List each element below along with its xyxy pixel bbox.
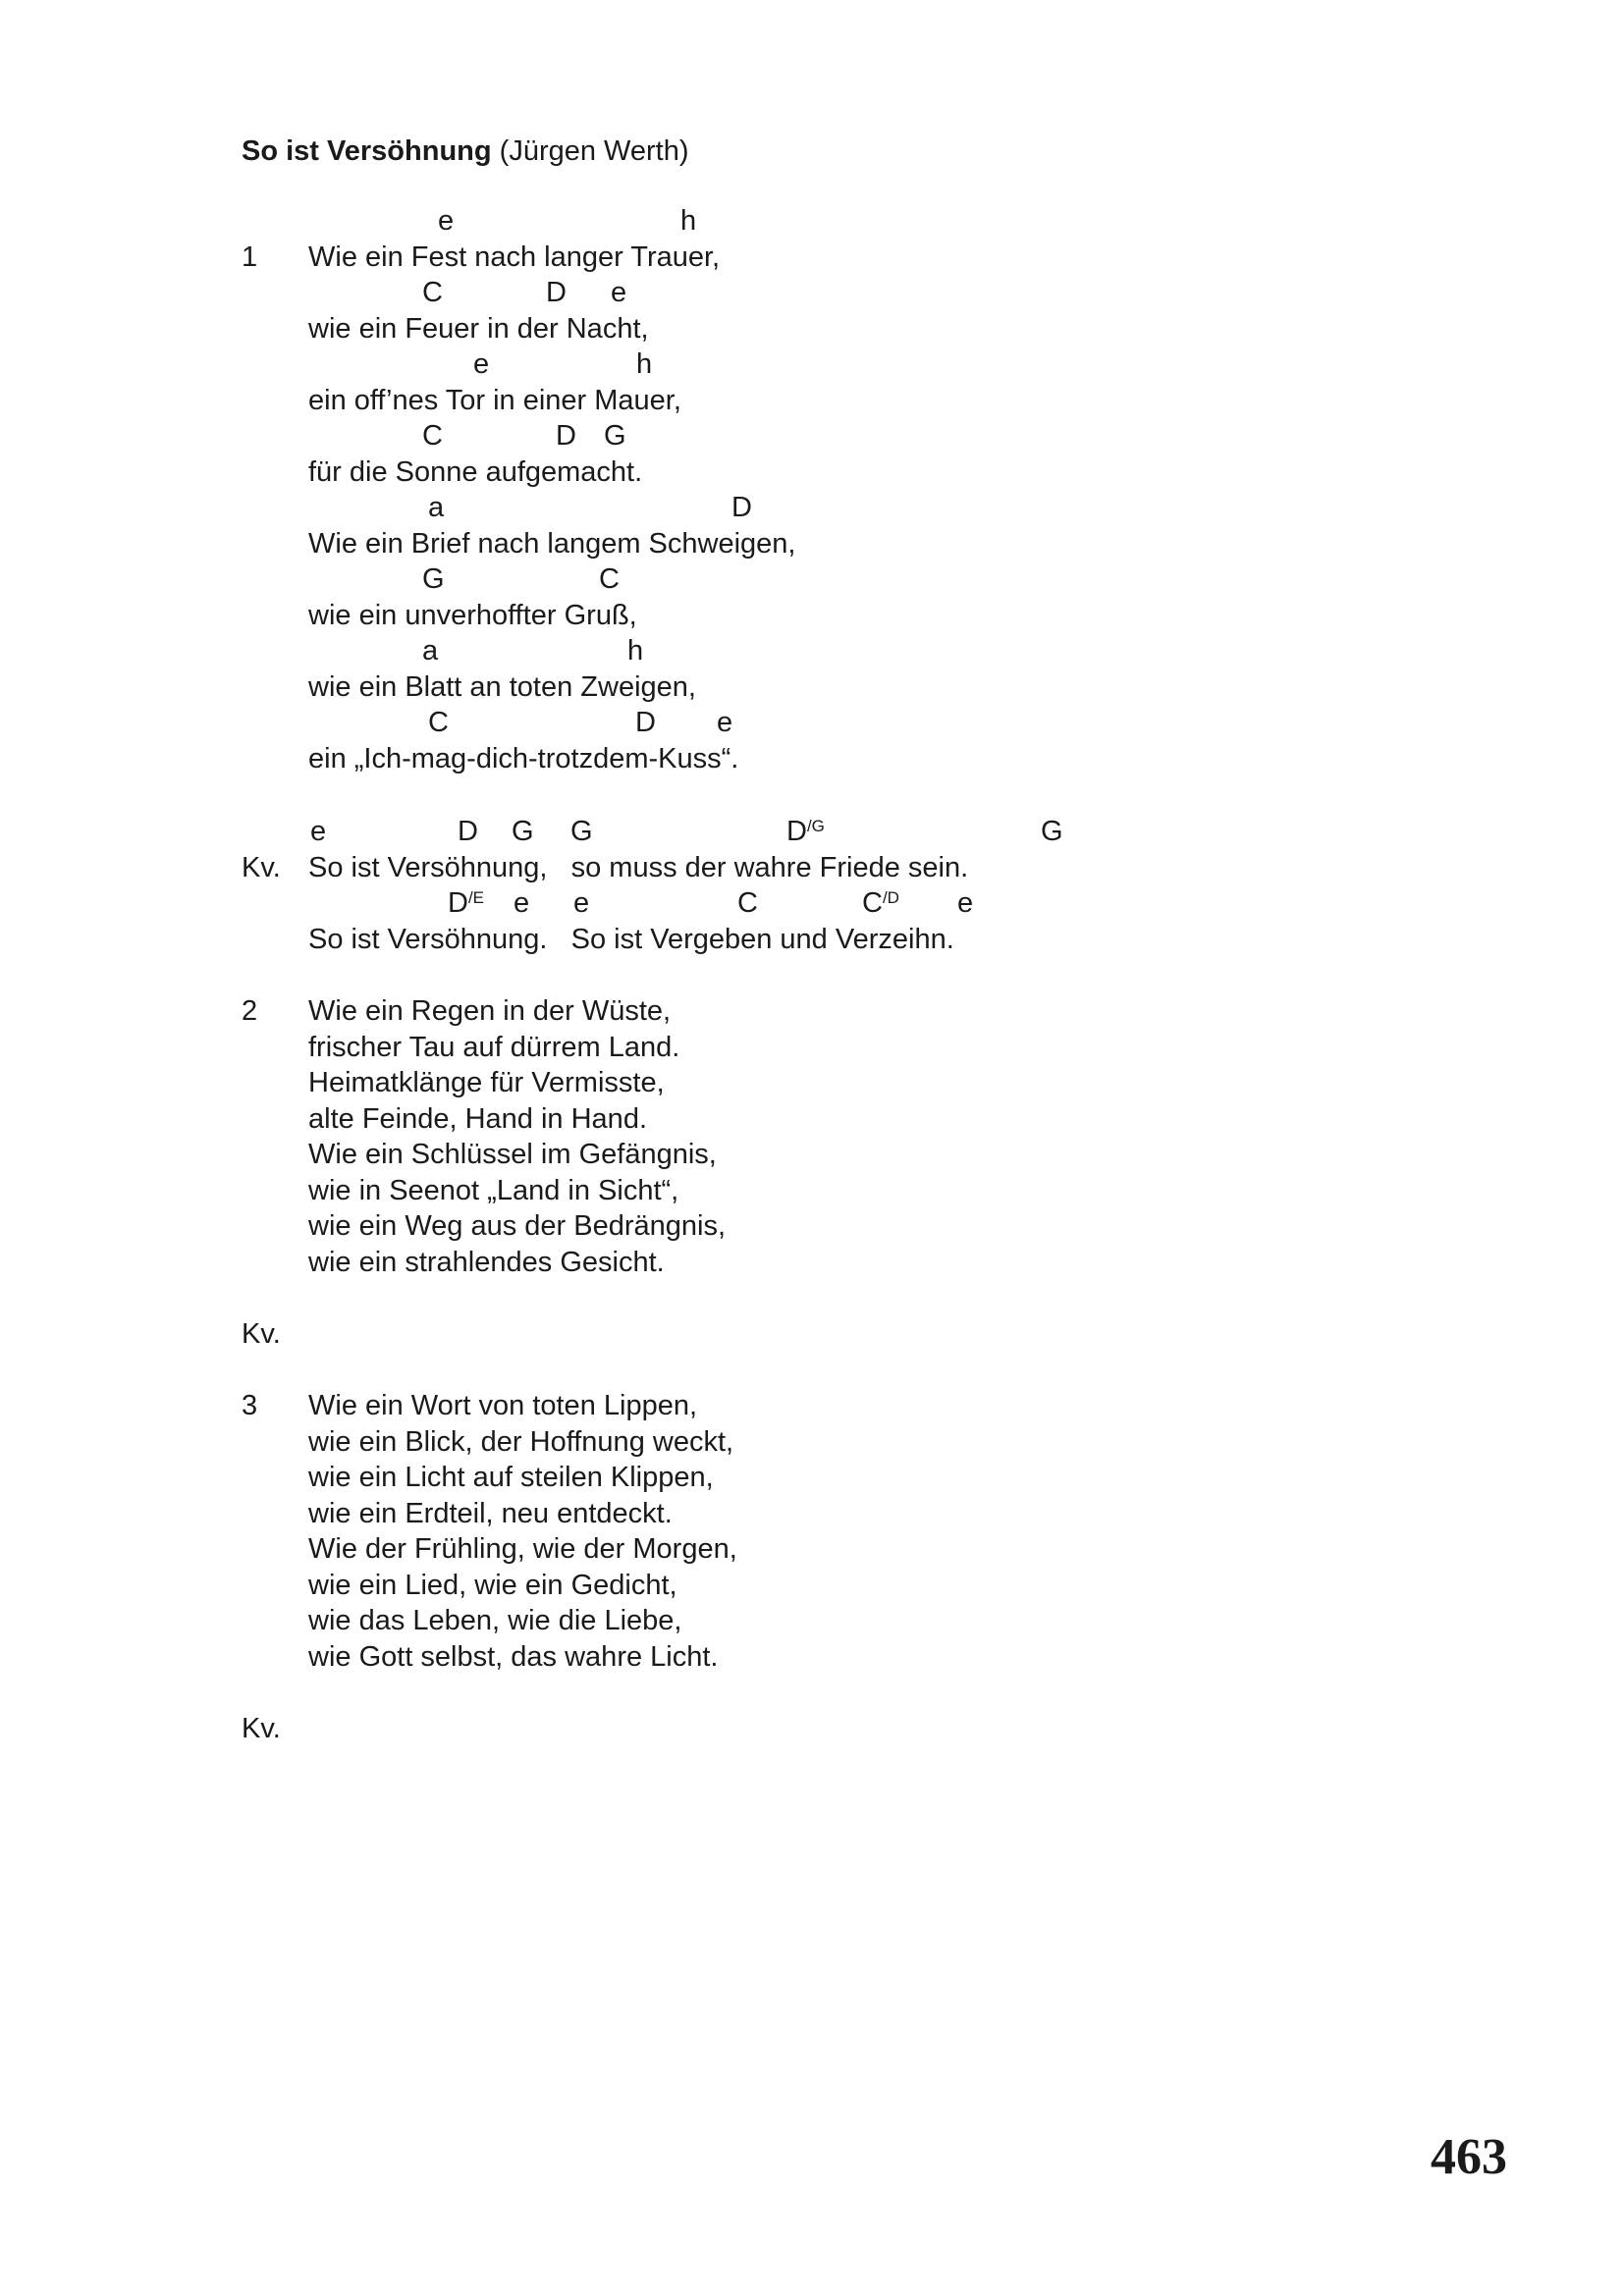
- lyric-line: [0, 1101, 1623, 1137]
- lyric-text: wie ein strahlendes Gesicht.: [308, 1247, 665, 1278]
- chord: D: [546, 277, 567, 308]
- chord: D: [556, 420, 576, 452]
- lyric-line: [0, 1173, 1623, 1208]
- chord-line: [0, 561, 1623, 597]
- chord-line: [0, 203, 1623, 239]
- page-number: 463: [1431, 2129, 1507, 2185]
- lyric-line: [0, 1460, 1623, 1495]
- song-title: So ist Versöhnung: [242, 135, 492, 167]
- lyric-text: für die Sonne aufgemacht.: [308, 456, 643, 488]
- chord-line: [0, 347, 1623, 382]
- chord: G: [604, 420, 626, 452]
- chord: C: [599, 563, 620, 595]
- lyric-text: Wie ein Regen in der Wüste,: [308, 995, 672, 1027]
- refrain-label: Kv.: [242, 852, 281, 883]
- chord-with-bass: [786, 814, 825, 853]
- refrain-label: Kv.: [242, 1713, 281, 1744]
- chord-line: [0, 275, 1623, 310]
- chord-bass: /D: [882, 888, 899, 907]
- lyric-line: [0, 598, 1623, 633]
- chord: e: [310, 816, 327, 847]
- lyric-text: wie in Seenot „Land in Sicht“,: [308, 1175, 679, 1206]
- chord: a: [422, 635, 439, 667]
- chord: D: [448, 887, 468, 919]
- lyric-line: [0, 1603, 1623, 1638]
- lyric-text: wie Gott selbst, das wahre Licht.: [308, 1641, 719, 1673]
- lyric-line: [0, 1639, 1623, 1675]
- lyric-text: wie ein Licht auf steilen Klippen,: [308, 1462, 714, 1493]
- lyric-line: [0, 1137, 1623, 1172]
- chord-line: [0, 814, 1623, 849]
- lyric-text: Heimatklänge für Vermisste,: [308, 1067, 665, 1098]
- lyric-line: [0, 741, 1623, 776]
- chord: e: [473, 348, 490, 380]
- refrain-reference: [0, 1316, 1623, 1352]
- chord: C: [862, 887, 883, 919]
- chord: h: [627, 635, 644, 667]
- lyric-line: [0, 526, 1623, 561]
- lyric-text: wie ein Blick, der Hoffnung weckt,: [308, 1426, 734, 1458]
- lyric-line: [0, 1065, 1623, 1100]
- verse-number: 3: [242, 1390, 258, 1421]
- chord: e: [573, 887, 590, 919]
- chord-with-bass: [448, 885, 484, 925]
- lyric-line: [0, 669, 1623, 705]
- chord-line: [0, 885, 1623, 921]
- lyric-text: So ist Versöhnung. So ist Vergeben und Verzeihn.: [308, 924, 954, 955]
- lyric-line: [0, 1496, 1623, 1531]
- lyric-line: [0, 383, 1623, 418]
- chord: G: [570, 816, 593, 847]
- lyric-text: So ist Versöhnung, so muss der wahre Friede sein.: [308, 852, 969, 883]
- verse-number: 2: [242, 995, 258, 1027]
- chord-line: [0, 490, 1623, 525]
- song-title-line: [242, 133, 689, 169]
- chord-line: [0, 418, 1623, 454]
- chord: D: [731, 492, 752, 523]
- refrain-label: Kv.: [242, 1318, 281, 1350]
- lyric-line: [0, 311, 1623, 347]
- lyric-line: [0, 1388, 1623, 1423]
- lyric-text: Wie ein Wort von toten Lippen,: [308, 1390, 698, 1421]
- chord: e: [438, 205, 455, 237]
- verse-number: 1: [242, 241, 258, 273]
- lyric-line: [0, 850, 1623, 885]
- lyric-text: wie ein Lied, wie ein Gedicht,: [308, 1570, 677, 1601]
- chord: C: [428, 707, 449, 738]
- lyric-text: wie ein Blatt an toten Zweigen,: [308, 671, 696, 703]
- lyric-line: [0, 454, 1623, 490]
- lyric-text: wie ein Erdteil, neu entdeckt.: [308, 1498, 673, 1529]
- lyric-text: Wie ein Schlüssel im Gefängnis,: [308, 1139, 717, 1170]
- lyric-text: ein „Ich-mag-dich-trotzdem-Kuss“.: [308, 743, 739, 774]
- refrain-reference: [0, 1711, 1623, 1746]
- chord: e: [611, 277, 627, 308]
- lyric-text: frischer Tau auf dürrem Land.: [308, 1032, 680, 1063]
- chord: G: [422, 563, 445, 595]
- chord-bass: /G: [806, 817, 825, 835]
- chord: G: [512, 816, 534, 847]
- chord: D: [635, 707, 656, 738]
- chord-line: [0, 705, 1623, 740]
- chord: C: [422, 277, 443, 308]
- chord: e: [957, 887, 974, 919]
- chord-line: [0, 633, 1623, 668]
- chord: a: [428, 492, 445, 523]
- lyric-line: [0, 1531, 1623, 1567]
- chord-bass: /E: [467, 888, 485, 907]
- chord: D: [458, 816, 478, 847]
- chord: e: [514, 887, 530, 919]
- lyric-line: [0, 1030, 1623, 1065]
- chord: D: [786, 816, 807, 847]
- lyric-text: Wie der Frühling, wie der Morgen,: [308, 1533, 737, 1565]
- lyric-text: wie ein Weg aus der Bedrängnis,: [308, 1210, 727, 1242]
- lyric-text: wie das Leben, wie die Liebe,: [308, 1605, 682, 1636]
- lyric-text: alte Feinde, Hand in Hand.: [308, 1103, 647, 1135]
- chord: C: [737, 887, 758, 919]
- lyric-text: Wie ein Fest nach langer Trauer,: [308, 241, 721, 273]
- lyric-line: [0, 1208, 1623, 1244]
- lyric-line: [0, 993, 1623, 1029]
- chord: C: [422, 420, 443, 452]
- lyric-text: wie ein Feuer in der Nacht,: [308, 313, 649, 345]
- lyric-line: [0, 240, 1623, 275]
- chord-with-bass: [862, 885, 899, 925]
- lyric-line: [0, 1424, 1623, 1460]
- lyric-text: ein off’nes Tor in einer Mauer,: [308, 385, 681, 416]
- song-author: (Jürgen Werth): [499, 135, 689, 167]
- lyric-line: [0, 922, 1623, 957]
- lyric-line: [0, 1568, 1623, 1603]
- chord: h: [680, 205, 697, 237]
- lyric-text: wie ein unverhoffter Gruß,: [308, 600, 637, 631]
- lyric-text: Wie ein Brief nach langem Schweigen,: [308, 528, 796, 560]
- chord: h: [636, 348, 653, 380]
- chord: G: [1041, 816, 1063, 847]
- chord: e: [717, 707, 733, 738]
- lyric-line: [0, 1245, 1623, 1280]
